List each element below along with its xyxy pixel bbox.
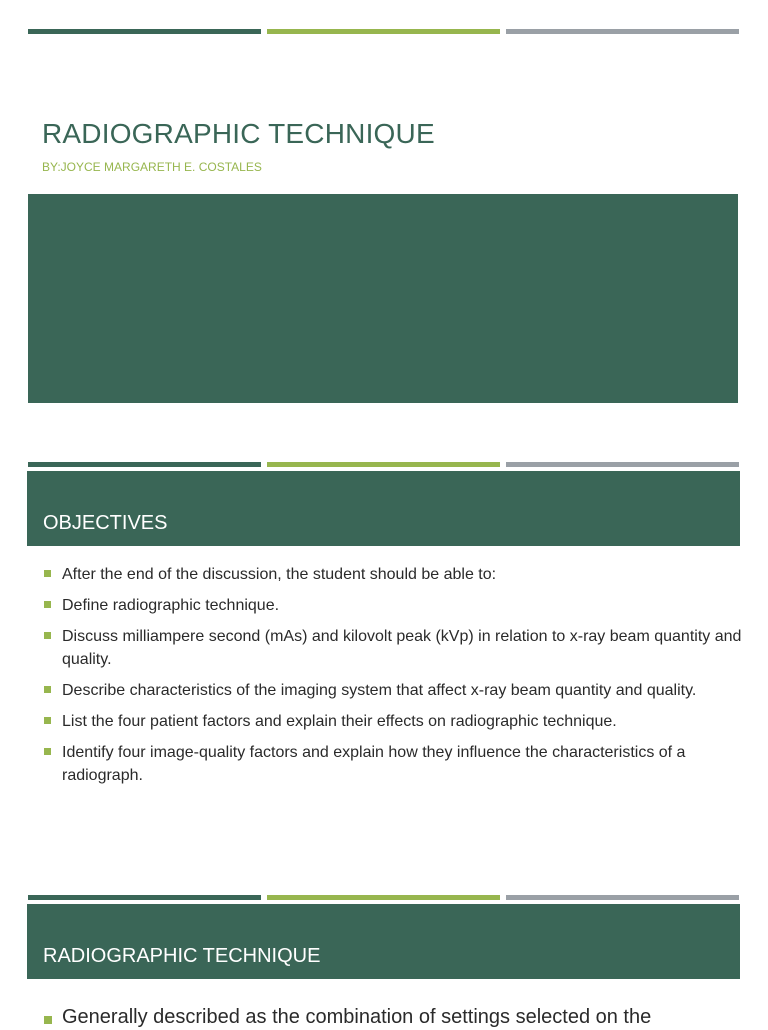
bullet-square-icon: [44, 1016, 52, 1024]
stripe-primary: [28, 462, 261, 467]
stripe-gray: [506, 29, 739, 34]
bullet-square-icon: [44, 632, 51, 639]
list-item: Identify four image-quality factors and explain how they influence the characteristics of a radiograph.: [44, 741, 744, 787]
objectives-header-bar: [27, 471, 740, 546]
technique-heading: RADIOGRAPHIC TECHNIQUE: [43, 945, 321, 967]
slide-title: RADIOGRAPHIC TECHNIQUE: [42, 118, 435, 149]
bullet-square-icon: [44, 601, 51, 608]
bullet-square-icon: [44, 717, 51, 724]
list-item: List the four patient factors and explain their effects on radiographic technique.: [44, 710, 744, 733]
list-item: After the end of the discussion, the student should be able to:: [44, 563, 744, 586]
title-slide-block: [28, 194, 738, 403]
technique-header-bar: [27, 904, 740, 979]
stripe-gray: [506, 895, 739, 900]
objectives-heading: OBJECTIVES: [43, 512, 168, 534]
list-item: Discuss milliampere second (mAs) and kilovolt peak (kVp) in relation to x-ray beam quantity and quality.: [44, 625, 744, 671]
list-item: Generally described as the combination of settings selected on the: [44, 1004, 744, 1030]
bullet-square-icon: [44, 570, 51, 577]
objectives-list: [44, 563, 744, 795]
stripe-primary: [28, 29, 261, 34]
stripe-accent: [267, 29, 500, 34]
list-item: Define radiographic technique.: [44, 594, 744, 617]
stripe-accent: [267, 895, 500, 900]
stripe-accent: [267, 462, 500, 467]
stripe-gray: [506, 462, 739, 467]
slide-subtitle: BY:JOYCE MARGARETH E. COSTALES: [42, 160, 262, 174]
bullet-square-icon: [44, 748, 51, 755]
list-item: Describe characteristics of the imaging system that affect x-ray beam quantity and quality.: [44, 679, 744, 702]
stripe-primary: [28, 895, 261, 900]
bullet-square-icon: [44, 686, 51, 693]
